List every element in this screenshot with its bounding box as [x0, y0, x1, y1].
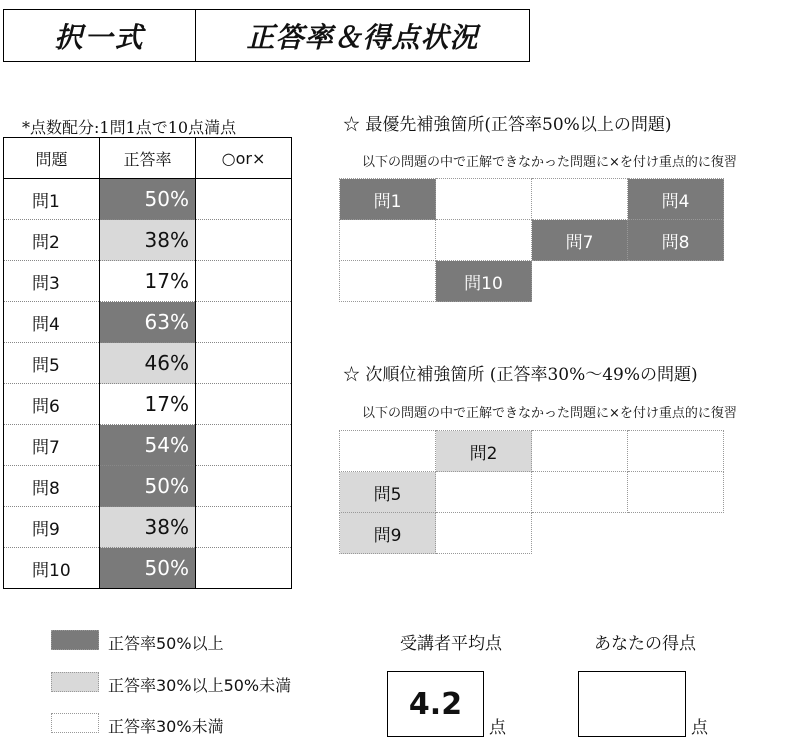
legend-swatch-mid [51, 672, 99, 692]
rate-value: 50% [100, 179, 196, 220]
grid-empty-cell [532, 472, 628, 513]
table-row [4, 302, 292, 343]
priority1-note: 以下の問題の中で正解できなかった問題に×を付け重点的に復習 [362, 155, 737, 170]
grid-question-cell[interactable]: 問2 [436, 431, 532, 472]
priority1-grid [339, 178, 724, 302]
question-label: 問8 [4, 466, 100, 507]
grid-empty-cell [436, 220, 532, 261]
rate-value: 17% [100, 261, 196, 302]
average-score-label: 受講者平均点 [400, 634, 502, 654]
mark-input-cell[interactable] [196, 384, 292, 425]
legend-swatch-low [51, 713, 99, 733]
grid-empty-cell [532, 431, 628, 472]
table-row [4, 548, 292, 589]
question-label: 問2 [4, 220, 100, 261]
priority2-title: ☆ 次順位補強箇所 (正答率30%～49%の問題) [343, 365, 698, 385]
grid-empty-cell [532, 179, 628, 220]
rate-value: 50% [100, 548, 196, 589]
mark-input-cell[interactable] [196, 343, 292, 384]
grid-empty-cell [628, 431, 724, 472]
average-score-unit: 点 [489, 718, 506, 738]
mark-input-cell[interactable] [196, 261, 292, 302]
title-exam-type: 択一式 [4, 10, 196, 61]
grid-question-cell[interactable]: 問5 [340, 472, 436, 513]
priority2-note: 以下の問題の中で正解できなかった問題に×を付け重点的に復習 [362, 406, 737, 421]
question-label: 問3 [4, 261, 100, 302]
legend-label-mid: 正答率30%以上50%未満 [108, 676, 292, 695]
table-row [4, 261, 292, 302]
mark-input-cell[interactable] [196, 302, 292, 343]
rate-value: 50% [100, 466, 196, 507]
legend-swatch-high [51, 630, 99, 650]
title-main: 正答率＆得点状況 [246, 20, 479, 54]
question-label: 問9 [4, 507, 100, 548]
legend-label-high: 正答率50%以上 [108, 634, 224, 653]
title-box [3, 9, 530, 62]
rate-value: 38% [100, 220, 196, 261]
grid-empty-cell [340, 431, 436, 472]
question-table [3, 137, 292, 589]
rate-value: 38% [100, 507, 196, 548]
mark-input-cell[interactable] [196, 425, 292, 466]
grid-question-cell[interactable]: 問4 [628, 179, 724, 220]
your-score-label: あなたの得点 [594, 634, 696, 654]
table-row [4, 179, 292, 220]
grid-question-cell[interactable]: 問8 [628, 220, 724, 261]
average-score-box: 4.2 [387, 671, 484, 737]
rate-value: 46% [100, 343, 196, 384]
grid-question-cell[interactable]: 問10 [436, 261, 532, 302]
mark-input-cell[interactable] [196, 507, 292, 548]
table-row [4, 466, 292, 507]
grid-empty-cell [628, 472, 724, 513]
mark-input-cell[interactable] [196, 179, 292, 220]
header-mark: ○or× [196, 138, 292, 179]
question-label: 問1 [4, 179, 100, 220]
question-label: 問7 [4, 425, 100, 466]
rate-value: 63% [100, 302, 196, 343]
table-row [4, 343, 292, 384]
grid-empty-cell [436, 179, 532, 220]
grid-question-cell[interactable]: 問9 [340, 513, 436, 554]
question-label: 問5 [4, 343, 100, 384]
priority2-grid [339, 430, 724, 554]
grid-empty-cell [340, 220, 436, 261]
grid-empty-cell [340, 261, 436, 302]
mark-input-cell[interactable] [196, 466, 292, 507]
table-row [4, 507, 292, 548]
table-row [4, 220, 292, 261]
your-score-box[interactable] [578, 671, 686, 737]
mark-input-cell[interactable] [196, 220, 292, 261]
legend-label-low: 正答率30%未満 [108, 717, 224, 736]
rate-value: 17% [100, 384, 196, 425]
rate-value: 54% [100, 425, 196, 466]
table-row [4, 425, 292, 466]
grid-empty-cell [436, 472, 532, 513]
grid-empty-cell [436, 513, 532, 554]
question-label: 問10 [4, 548, 100, 589]
priority1-title: ☆ 最優先補強箇所(正答率50%以上の問題) [343, 115, 672, 135]
mark-input-cell[interactable] [196, 548, 292, 589]
question-label: 問4 [4, 302, 100, 343]
question-label: 問6 [4, 384, 100, 425]
header-rate: 正答率 [100, 138, 196, 179]
your-score-unit: 点 [691, 718, 708, 738]
grid-question-cell[interactable]: 問1 [340, 179, 436, 220]
table-row [4, 384, 292, 425]
header-question: 問題 [4, 138, 100, 179]
scoring-note: *点数配分:1問1点で10点満点 [22, 118, 237, 137]
grid-question-cell[interactable]: 問7 [532, 220, 628, 261]
